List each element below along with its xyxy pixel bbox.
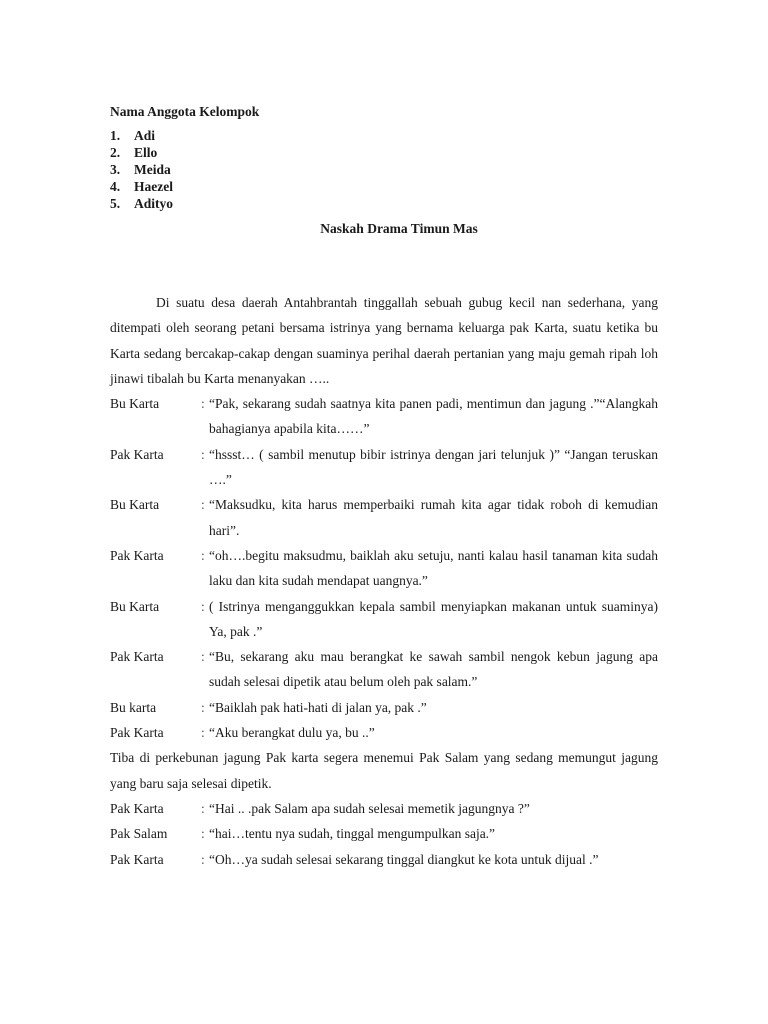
dialogue-block-2 <box>110 796 658 872</box>
member-item <box>110 127 658 144</box>
member-name: Haezel <box>134 179 173 194</box>
dialogue-line <box>110 695 658 720</box>
colon-separator: : <box>201 851 205 867</box>
member-name: Adityo <box>134 196 174 211</box>
speaker-name: Pak Karta <box>110 725 164 741</box>
document-page <box>110 103 658 872</box>
intro-paragraph: Di suatu desa daerah Antahbrantah tinggallah sebuah gubug kecil nan sederhana, yang ditempati oleh seorang petani bersama istrinya yang bernama keluarga pak Karta, suatu ketika bu Karta sedang bercakap-cakap dengan suaminya perihal daerah pertanian yang maju gemah ripah loh jinawi tibalah bu Karta menanyakan ….. <box>110 295 658 386</box>
speech-text: “Baiklah pak hati-hati di jalan ya, pak .” <box>209 699 427 715</box>
colon-separator: : <box>201 396 205 412</box>
member-number: 5. <box>110 196 121 211</box>
speaker-name: Pak Karta <box>110 851 164 867</box>
dialogue-line <box>110 594 658 645</box>
script-title: Naskah Drama Timun Mas <box>320 221 478 236</box>
speech-text: “Maksudku, kita harus memperbaiki rumah kita agar tidak roboh di kemudian hari”. <box>209 497 658 538</box>
member-number: 2. <box>110 145 121 160</box>
colon-separator: : <box>201 547 205 563</box>
dialogue-line <box>110 821 658 846</box>
speech-text: “hssst… ( sambil menutup bibir istrinya dengan jari telunjuk )” “Jangan teruskan ….” <box>209 446 658 488</box>
member-number: 4. <box>110 179 121 194</box>
speaker-name: Bu karta <box>110 699 157 715</box>
speech-text: “hai…tentu nya sudah, tinggal mengumpulkan saja.” <box>209 826 496 842</box>
narration-paragraph: Tiba di perkebunan jagung Pak karta segera menemui Pak Salam yang sedang memungut jagung yang baru saja selesai dipetik. <box>110 750 658 791</box>
colon-separator: : <box>201 598 205 614</box>
member-item <box>110 178 658 195</box>
member-number: 3. <box>110 162 121 177</box>
member-item <box>110 144 658 161</box>
speech-text: “Hai .. .pak Salam apa sudah selesai memetik jagungnya ?” <box>209 800 530 816</box>
speaker-name: Bu Karta <box>110 598 160 614</box>
dialogue-line <box>110 847 658 872</box>
colon-separator: : <box>201 649 205 665</box>
colon-separator: : <box>201 699 205 715</box>
colon-separator: : <box>201 725 205 741</box>
colon-separator: : <box>201 446 205 462</box>
colon-separator: : <box>201 826 205 842</box>
members-heading: Nama Anggota Kelompok <box>110 104 260 119</box>
member-item <box>110 161 658 178</box>
member-item <box>110 195 658 212</box>
colon-separator: : <box>201 497 205 513</box>
speaker-name: Bu Karta <box>110 497 160 513</box>
member-name: Adi <box>134 128 156 143</box>
colon-separator: : <box>201 800 205 816</box>
member-number: 1. <box>110 128 121 143</box>
dialogue-line <box>110 492 658 543</box>
speech-text: ( Istrinya menganggukkan kepala sambil menyiapkan makanan untuk suaminya) Ya, pak .” <box>209 598 658 639</box>
speaker-name: Bu Karta <box>110 396 160 412</box>
dialogue-block-1 <box>110 391 658 745</box>
dialogue-line <box>110 442 658 493</box>
speech-text: “Pak, sekarang sudah saatnya kita panen padi, mentimun dan jagung .”“Alangkah bahagianya apabila kita……” <box>209 396 658 437</box>
dialogue-line <box>110 391 658 442</box>
speaker-name: Pak Karta <box>110 446 164 462</box>
speaker-name: Pak Karta <box>110 800 164 816</box>
member-name: Meida <box>134 162 171 177</box>
dialogue-line <box>110 644 658 695</box>
speaker-name: Pak Karta <box>110 649 164 665</box>
dialogue-line <box>110 543 658 594</box>
speech-text: “Aku berangkat dulu ya, bu ..” <box>209 725 375 741</box>
member-name: Ello <box>134 145 158 160</box>
speech-text: “oh….begitu maksudmu, baiklah aku setuju, nanti kalau hasil tanaman kita sudah laku dan kita sudah mendapat uangnya.” <box>209 547 658 589</box>
speech-text: “Bu, sekarang aku mau berangkat ke sawah sambil nengok kebun jagung apa sudah selesai dipetik atau belum oleh pak salam.” <box>209 649 658 690</box>
speaker-name: Pak Karta <box>110 547 164 563</box>
speech-text: “Oh…ya sudah selesai sekarang tinggal diangkut ke kota untuk dijual .” <box>209 851 599 867</box>
members-list <box>110 127 658 212</box>
dialogue-line <box>110 796 658 821</box>
speaker-name: Pak Salam <box>110 826 168 842</box>
dialogue-line <box>110 720 658 745</box>
